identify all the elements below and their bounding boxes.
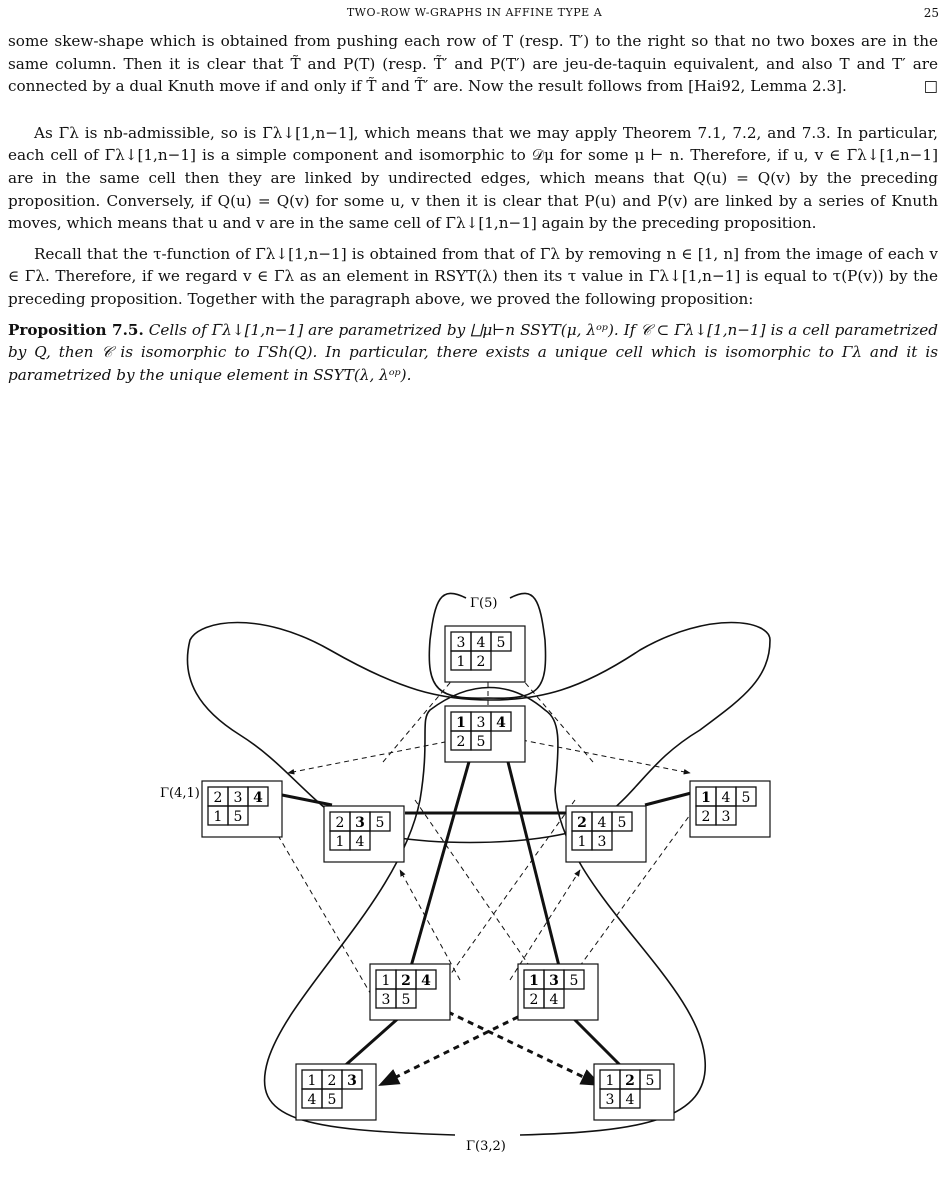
tableau-entry: 5 <box>617 815 627 831</box>
tableau-entry: 5 <box>741 790 751 806</box>
tableau-entry: 3 <box>347 1073 357 1089</box>
tableau <box>566 806 646 862</box>
tableau-entry: 3 <box>605 1092 615 1108</box>
tableau-entry: 4 <box>307 1092 317 1108</box>
tableau-entry: 3 <box>549 973 559 989</box>
tableau-entry: 1 <box>456 715 466 731</box>
tableau-entry: 1 <box>456 654 466 670</box>
label-gamma-3-2: Γ(3,2) <box>466 1139 506 1154</box>
w-graph-figure <box>0 560 949 1191</box>
tableau-entry: 3 <box>381 992 391 1008</box>
label-gamma-5: Γ(5) <box>470 596 498 611</box>
tableau <box>690 781 770 837</box>
tableau-entry: 3 <box>456 635 466 651</box>
tableau-entry: 5 <box>375 815 385 831</box>
thick-edges <box>262 730 695 1070</box>
tableau-entry: 2 <box>335 815 345 831</box>
tableau-entry: 3 <box>476 715 486 731</box>
tableau-entry: 5 <box>233 809 243 825</box>
paragraph-text: some skew-shape which is obtained from pushing each row of T (resp. T′) to the right so that no two boxes are in the same column. Then it is clear that T̃ and P(T) (resp. T̃′ and P(T′) are jeu-de-taquin equivalent, and also T and T′ are connected by a dual Knuth move if and only if T̃ and T̃′ are. Now the result follows from [Hai92, Lemma 2.3]. <box>8 32 938 96</box>
tableau-entry: 2 <box>701 809 711 825</box>
tableau-entry: 2 <box>577 815 587 831</box>
tableau-entry: 4 <box>625 1092 635 1108</box>
tableau-entry: 4 <box>355 834 365 850</box>
tableau-entry: 1 <box>605 1073 615 1089</box>
tableau-entry: 2 <box>327 1073 337 1089</box>
tableau-entry: 5 <box>496 635 506 651</box>
tableau <box>370 964 450 1020</box>
tableau-entry: 1 <box>307 1073 317 1089</box>
tableau-entry: 2 <box>401 973 411 989</box>
tableau <box>445 626 525 682</box>
running-head: TWO-ROW W-GRAPHS IN AFFINE TYPE A <box>346 6 603 19</box>
tableau-entry: 1 <box>577 834 587 850</box>
tableau-entry: 2 <box>456 734 466 750</box>
tableau <box>324 806 404 862</box>
label-gamma-4-1: Γ(4,1) <box>160 786 200 801</box>
paragraph-proof-end <box>8 30 938 98</box>
tableau-entry: 5 <box>327 1092 337 1108</box>
tableau-entry: 5 <box>569 973 579 989</box>
tableau-entry: 4 <box>549 992 559 1008</box>
tableau-entry: 3 <box>355 815 365 831</box>
tableau-entry: 3 <box>721 809 731 825</box>
tableau-entry: 1 <box>529 973 539 989</box>
tableau <box>296 1064 376 1120</box>
tableau <box>445 706 525 762</box>
proposition-body: Cells of Γ̄λ↓[1,n−1] are parametrized by ⨆μ⊢n SSYT(μ, λᵒᵖ). If 𝒞 ⊂ Γ̄λ↓[1,n−1] is a cell parametrized by Q, then 𝒞 is isomorphic to ΓSh(Q). In particular, there exists a unique cell which is isomorphic to Γλ and it is parametrized by the unique element in SSYT(λ, λᵒᵖ). <box>8 320 939 384</box>
tableau-entry: 2 <box>625 1073 635 1089</box>
tableau-entry: 1 <box>701 790 711 806</box>
tableau-entry: 2 <box>529 992 539 1008</box>
tableau <box>202 781 282 837</box>
tableau <box>594 1064 674 1120</box>
tableau-entry: 5 <box>645 1073 655 1089</box>
tableau-entry: 4 <box>721 790 731 806</box>
tableau-entry: 3 <box>233 790 243 806</box>
qed-symbol: □ <box>923 77 938 96</box>
tableau-entry: 1 <box>335 834 345 850</box>
paragraph-tau: Recall that the τ-function of Γ̄λ↓[1,n−1] is obtained from that of Γ̄λ by removing n ∈ [1, n] from the image of each v ∈ Γ̄λ. Therefore, if we regard v ∈ Γ̄λ as an element in RSYT(λ) then its τ value in Γ̄λ↓[1,n−1] is equal to τ(P(v)) by the preceding proposition. Together with the paragraph above, we proved the following proposition: <box>8 244 938 308</box>
tableau <box>518 964 598 1020</box>
tableau-entry: 4 <box>476 635 486 651</box>
proposition-label: Proposition 7.5. <box>8 320 144 339</box>
page-header <box>0 6 949 24</box>
tableau-entry: 5 <box>476 734 486 750</box>
proposition-7-5 <box>8 319 938 387</box>
thick-dashed-edges <box>380 1012 600 1085</box>
tableau-entry: 2 <box>476 654 486 670</box>
tableau-entry: 2 <box>213 790 223 806</box>
paragraph-cells: As Γ̄λ is nb-admissible, so is Γ̄λ↓[1,n−1], which means that we may apply Theorem 7.1, 7.2, and 7.3. In particular, each cell of Γ̄λ↓[1,n−1] is a simple component and isomorphic to 𝒟μ for some μ ⊢ n. Therefore, if u, v ∈ Γ̄λ↓[1,n−1] are in the same cell then they are linked by undirected edges, which means that Q(u) = Q(v) by the preceding proposition. Conversely, if Q(u) = Q(v) for some u, v then it is clear that P(u) and P(v) are linked by a series of Knuth moves, which means that u and v are in the same cell of Γ̄λ↓[1,n−1] again by the preceding proposition. <box>8 123 938 233</box>
tableau-entry: 3 <box>597 834 607 850</box>
tableau-entry: 1 <box>381 973 391 989</box>
tableau-entry: 4 <box>253 790 263 806</box>
tableau-entry: 1 <box>213 809 223 825</box>
tableau-entry: 4 <box>496 715 506 731</box>
page-number: 25 <box>923 6 939 20</box>
tableau-entry: 4 <box>597 815 607 831</box>
tableau-entry: 4 <box>421 973 431 989</box>
tableau-entry: 5 <box>401 992 411 1008</box>
body-text <box>8 30 938 386</box>
